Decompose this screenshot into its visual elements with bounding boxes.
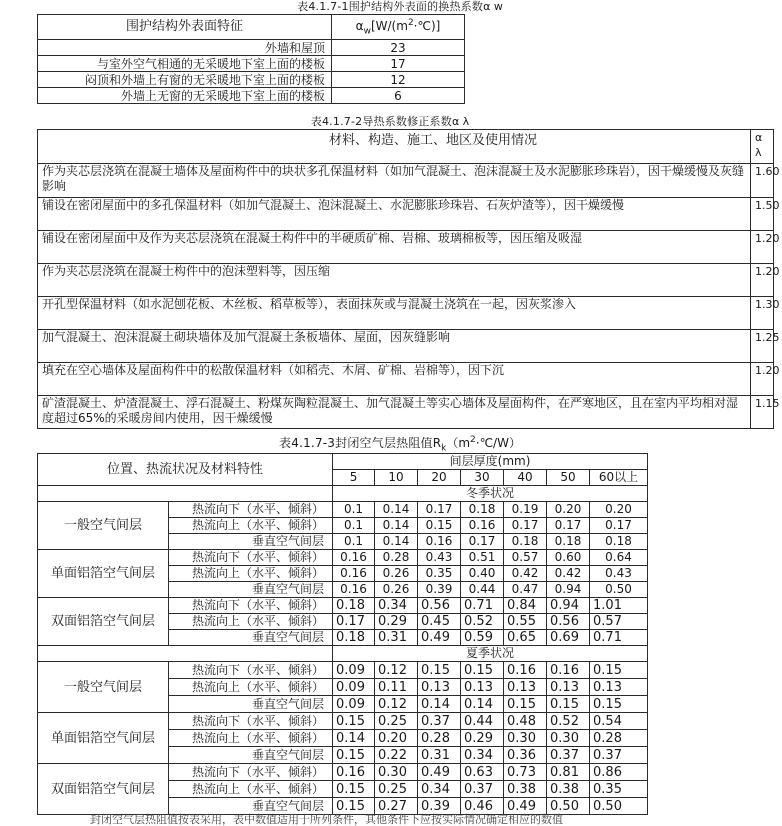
resistance-value: 0.15 xyxy=(418,662,461,679)
resistance-value: 0.13 xyxy=(461,679,504,696)
table1-header-coef xyxy=(332,15,465,40)
resistance-value: 0.46 xyxy=(461,798,504,815)
heat-flow-direction: 热流向下（水平、倾斜） xyxy=(169,598,333,614)
heat-flow-direction: 热流向上（水平、倾斜） xyxy=(169,679,333,696)
table3-header-thickness: 间层厚度(mm) xyxy=(333,454,648,470)
resistance-value: 0.86 xyxy=(590,764,648,781)
resistance-value: 0.17 xyxy=(461,534,504,550)
resistance-value: 0.13 xyxy=(504,679,547,696)
resistance-value: 0.17 xyxy=(590,518,648,534)
resistance-value: 0.38 xyxy=(504,781,547,798)
resistance-value: 0.44 xyxy=(461,582,504,598)
resistance-value: 0.15 xyxy=(333,747,375,764)
resistance-value: 0.13 xyxy=(547,679,590,696)
table1-header-coef-sub: w xyxy=(363,26,371,37)
resistance-value: 0.16 xyxy=(333,550,375,566)
resistance-value: 0.49 xyxy=(418,764,461,781)
resistance-value: 0.56 xyxy=(418,598,461,614)
resistance-value: 0.54 xyxy=(590,713,648,730)
resistance-value: 0.28 xyxy=(375,550,418,566)
season-row-blank xyxy=(38,646,333,662)
table2-header-row xyxy=(38,130,774,164)
resistance-value: 0.15 xyxy=(590,696,648,713)
table2-header-coef: α λ xyxy=(751,130,774,164)
group-label: 双面铝箔空气间层 xyxy=(38,598,169,646)
season-row xyxy=(38,646,648,662)
table1-header-coef-symbol: α xyxy=(355,18,364,33)
resistance-value: 0.15 xyxy=(418,518,461,534)
table2-header-desc: 材料、构造、施工、地区及使用情况 xyxy=(38,130,751,164)
table2-row-value: 1.25 xyxy=(751,330,774,363)
resistance-value: 0.65 xyxy=(504,630,547,646)
resistance-value: 0.47 xyxy=(504,582,547,598)
resistance-value: 0.39 xyxy=(418,582,461,598)
resistance-value: 0.37 xyxy=(547,747,590,764)
resistance-value: 0.42 xyxy=(504,566,547,582)
table1-row-value: 17 xyxy=(332,56,465,72)
group-label: 双面铝箔空气间层 xyxy=(38,764,169,815)
resistance-value: 0.59 xyxy=(461,630,504,646)
resistance-value: 0.15 xyxy=(333,798,375,815)
table-row xyxy=(38,72,465,88)
table2-row-value: 1.20 xyxy=(751,264,774,297)
resistance-value: 0.17 xyxy=(547,518,590,534)
resistance-value: 0.35 xyxy=(418,566,461,582)
table2-row-desc: 加气混凝土、泡沫混凝土砌块墙体及加气混凝土条板墙体、屋面，因灰缝影响 xyxy=(38,330,751,363)
resistance-value: 0.34 xyxy=(418,781,461,798)
resistance-value: 0.30 xyxy=(375,764,418,781)
resistance-value: 0.49 xyxy=(504,798,547,815)
resistance-value: 0.15 xyxy=(504,696,547,713)
table-row xyxy=(38,40,465,56)
season-label: 冬季状况 xyxy=(333,486,648,502)
thickness-20: 20 xyxy=(418,470,461,486)
resistance-value: 0.34 xyxy=(461,747,504,764)
resistance-value: 0.31 xyxy=(375,630,418,646)
table1-header-coef-sup: 2 xyxy=(407,17,414,28)
resistance-value: 0.39 xyxy=(418,798,461,815)
resistance-value: 0.15 xyxy=(333,781,375,798)
resistance-value: 0.55 xyxy=(504,614,547,630)
resistance-value: 0.18 xyxy=(461,502,504,518)
table3-air-layer-resistance xyxy=(37,453,648,815)
heat-flow-direction: 垂直空气间层 xyxy=(169,534,333,550)
resistance-value: 0.38 xyxy=(547,781,590,798)
resistance-value: 0.16 xyxy=(547,662,590,679)
thickness-10: 10 xyxy=(375,470,418,486)
resistance-value: 0.35 xyxy=(590,781,648,798)
table2-row-value: 1.30 xyxy=(751,297,774,330)
group-label: 单面铝箔空气间层 xyxy=(38,713,169,764)
heat-flow-direction: 热流向下（水平、倾斜） xyxy=(169,662,333,679)
table2-caption-text: 表4.1.7-2导热系数修正系数 xyxy=(310,115,452,128)
table1-header-row xyxy=(38,15,465,40)
resistance-value: 0.52 xyxy=(547,713,590,730)
heat-flow-direction: 垂直空气间层 xyxy=(169,696,333,713)
table2-row-value: 1.20 xyxy=(751,231,774,264)
season-row-blank xyxy=(38,486,333,502)
resistance-value: 0.1 xyxy=(333,518,375,534)
table1-row-label: 外墙上无窗的无采暖地下室上面的楼板 xyxy=(38,88,332,104)
table-row xyxy=(38,264,774,297)
resistance-value: 0.1 xyxy=(333,502,375,518)
resistance-value: 0.17 xyxy=(418,502,461,518)
table3-caption-sup: 2 xyxy=(470,435,476,445)
table1-row-label: 闷顶和外墙上有窗的无采暖地下室上面的楼板 xyxy=(38,72,332,88)
table3-caption-symbol: R xyxy=(432,436,442,450)
table2-row-desc: 铺设在密闭屋面中的多孔保温材料（如加气混凝土、泡沫混凝土、水泥膨胀珍珠岩、石灰炉渣等），因干燥缓慢 xyxy=(38,198,751,231)
table-row xyxy=(38,662,648,679)
resistance-value: 0.16 xyxy=(333,582,375,598)
resistance-value: 0.25 xyxy=(375,713,418,730)
table3-header-position: 位置、热流状况及材料特性 xyxy=(38,454,333,486)
resistance-value: 0.26 xyxy=(375,566,418,582)
table2-row-desc: 作为夹芯层浇筑在混凝土构件中的泡沫塑料等，因压缩 xyxy=(38,264,751,297)
resistance-value: 0.15 xyxy=(547,696,590,713)
table2-row-value: 1.50 xyxy=(751,198,774,231)
resistance-value: 0.48 xyxy=(504,713,547,730)
table1-header-feature: 围护结构外表面特征 xyxy=(38,15,332,40)
table-row xyxy=(38,297,774,330)
resistance-value: 0.16 xyxy=(461,518,504,534)
resistance-value: 0.94 xyxy=(547,598,590,614)
table2-caption-symbol: α λ xyxy=(451,115,470,128)
resistance-value: 0.50 xyxy=(590,798,648,815)
resistance-value: 0.14 xyxy=(333,730,375,747)
thickness-40: 40 xyxy=(504,470,547,486)
table-row xyxy=(38,88,465,104)
resistance-value: 0.44 xyxy=(461,713,504,730)
resistance-value: 0.20 xyxy=(375,730,418,747)
table1-exterior-heat-transfer xyxy=(37,14,465,104)
resistance-value: 0.09 xyxy=(333,662,375,679)
resistance-value: 0.37 xyxy=(461,781,504,798)
table1-caption-text: 表4.1.7-1围护结构外表面的换热系数 xyxy=(297,0,484,13)
table-row xyxy=(38,363,774,396)
resistance-value: 0.16 xyxy=(333,764,375,781)
resistance-value: 0.18 xyxy=(333,630,375,646)
heat-flow-direction: 热流向上（水平、倾斜） xyxy=(169,730,333,747)
resistance-value: 0.18 xyxy=(504,534,547,550)
heat-flow-direction: 热流向上（水平、倾斜） xyxy=(169,781,333,798)
table1-row-label: 外墙和屋顶 xyxy=(38,40,332,56)
resistance-value: 0.16 xyxy=(418,534,461,550)
resistance-value: 0.30 xyxy=(547,730,590,747)
resistance-value: 0.49 xyxy=(418,630,461,646)
heat-flow-direction: 热流向下（水平、倾斜） xyxy=(169,550,333,566)
table2-caption xyxy=(220,115,560,128)
resistance-value: 0.20 xyxy=(547,502,590,518)
resistance-value: 0.18 xyxy=(547,534,590,550)
resistance-value: 0.52 xyxy=(461,614,504,630)
table2-row-desc: 开孔型保温材料（如水泥刨花板、木丝板、稻草板等），表面抹灰或与混凝土浇筑在一起，因灰浆渗入 xyxy=(38,297,751,330)
resistance-value: 0.17 xyxy=(504,518,547,534)
resistance-value: 0.71 xyxy=(590,630,648,646)
resistance-value: 0.13 xyxy=(418,679,461,696)
table2-row-value: 1.15 xyxy=(751,396,774,429)
table1-row-value: 6 xyxy=(332,88,465,104)
resistance-value: 0.57 xyxy=(504,550,547,566)
table-row xyxy=(38,164,774,198)
resistance-value: 0.60 xyxy=(547,550,590,566)
group-label: 一般空气间层 xyxy=(38,502,169,550)
heat-flow-direction: 热流向下（水平、倾斜） xyxy=(169,764,333,781)
resistance-value: 0.40 xyxy=(461,566,504,582)
resistance-value: 0.29 xyxy=(461,730,504,747)
heat-flow-direction: 垂直空气间层 xyxy=(169,747,333,764)
table-row xyxy=(38,56,465,72)
resistance-value: 0.12 xyxy=(375,662,418,679)
resistance-value: 0.13 xyxy=(590,679,648,696)
resistance-value: 0.28 xyxy=(418,730,461,747)
table-row xyxy=(38,713,648,730)
resistance-value: 0.73 xyxy=(504,764,547,781)
table3-body xyxy=(38,454,648,815)
resistance-value: 0.18 xyxy=(590,534,648,550)
table3-caption-sub: k xyxy=(441,443,447,454)
table2-conductivity-correction xyxy=(37,129,780,429)
table3-caption-text: 表4.1.7-3封闭空气层热阻值 xyxy=(279,436,433,450)
resistance-value: 0.50 xyxy=(590,582,648,598)
heat-flow-direction: 垂直空气间层 xyxy=(169,630,333,646)
resistance-value: 0.43 xyxy=(418,550,461,566)
table-row xyxy=(38,396,774,429)
resistance-value: 1.01 xyxy=(590,598,648,614)
table3-caption-unit: （m xyxy=(446,436,471,450)
table1-row-value: 12 xyxy=(332,72,465,88)
group-label: 单面铝箔空气间层 xyxy=(38,550,169,598)
resistance-value: 0.26 xyxy=(375,582,418,598)
season-row xyxy=(38,486,648,502)
heat-flow-direction: 热流向下（水平、倾斜） xyxy=(169,713,333,730)
resistance-value: 0.22 xyxy=(375,747,418,764)
resistance-value: 0.16 xyxy=(504,662,547,679)
resistance-value: 0.84 xyxy=(504,598,547,614)
resistance-value: 0.15 xyxy=(590,662,648,679)
resistance-value: 0.57 xyxy=(590,614,648,630)
table-row xyxy=(38,550,648,566)
table2-row-value: 1.20 xyxy=(751,363,774,396)
resistance-value: 0.81 xyxy=(547,764,590,781)
table2-row-desc: 填充在空心墙体及屋面构件中的松散保温材料（如稻壳、木屑、矿棉、岩棉等），因下沉 xyxy=(38,363,751,396)
table2-row-value: 1.60 xyxy=(751,164,774,198)
table-row xyxy=(38,330,774,363)
heat-flow-direction: 热流向下（水平、倾斜） xyxy=(169,502,333,518)
resistance-value: 0.34 xyxy=(375,598,418,614)
resistance-value: 0.51 xyxy=(461,550,504,566)
table2-row-desc: 作为夹芯层浇筑在混凝土墙体及屋面构件中的块状多孔保温材料（如加气混凝土、泡沫混凝土及水泥膨胀珍珠岩），因干燥缓慢及灰缝影响 xyxy=(38,164,751,198)
resistance-value: 0.19 xyxy=(504,502,547,518)
resistance-value: 0.69 xyxy=(547,630,590,646)
resistance-value: 0.15 xyxy=(461,662,504,679)
thickness-50: 50 xyxy=(547,470,590,486)
table1-header-coef-unit-tail: ·℃)] xyxy=(413,18,441,33)
resistance-value: 0.42 xyxy=(547,566,590,582)
resistance-value: 0.37 xyxy=(418,713,461,730)
resistance-value: 0.94 xyxy=(547,582,590,598)
heat-flow-direction: 热流向上（水平、倾斜） xyxy=(169,566,333,582)
table-row xyxy=(38,598,648,614)
table-row xyxy=(38,198,774,231)
resistance-value: 0.27 xyxy=(375,798,418,815)
resistance-value: 0.14 xyxy=(375,502,418,518)
resistance-value: 0.14 xyxy=(461,696,504,713)
resistance-value: 0.20 xyxy=(590,502,648,518)
resistance-value: 0.36 xyxy=(504,747,547,764)
season-label: 夏季状况 xyxy=(333,646,648,662)
resistance-value: 0.14 xyxy=(418,696,461,713)
resistance-value: 0.14 xyxy=(375,534,418,550)
resistance-value: 0.71 xyxy=(461,598,504,614)
table1-row-value: 23 xyxy=(332,40,465,56)
table2-row-desc: 铺设在密闭屋面中及作为夹芯层浇筑在混凝土构件中的半硬质矿棉、岩棉、玻璃棉板等，因压缩及吸湿 xyxy=(38,231,751,264)
resistance-value: 0.14 xyxy=(375,518,418,534)
resistance-value: 0.50 xyxy=(547,798,590,815)
thickness-30: 30 xyxy=(461,470,504,486)
resistance-value: 0.64 xyxy=(590,550,648,566)
table3-caption-unit-tail: ·℃/W） xyxy=(475,436,521,450)
heat-flow-direction: 垂直空气间层 xyxy=(169,582,333,598)
table-row xyxy=(38,231,774,264)
resistance-value: 0.09 xyxy=(333,679,375,696)
resistance-value: 0.16 xyxy=(333,566,375,582)
resistance-value: 0.1 xyxy=(333,534,375,550)
group-label: 一般空气间层 xyxy=(38,662,169,713)
resistance-value: 0.29 xyxy=(375,614,418,630)
resistance-value: 0.18 xyxy=(333,598,375,614)
table1-row-label: 与室外空气相通的无采暖地下室上面的楼板 xyxy=(38,56,332,72)
table-row xyxy=(38,502,648,518)
resistance-value: 0.56 xyxy=(547,614,590,630)
resistance-value: 0.43 xyxy=(590,566,648,582)
resistance-value: 0.31 xyxy=(418,747,461,764)
heat-flow-direction: 热流向上（水平、倾斜） xyxy=(169,518,333,534)
heat-flow-direction: 热流向上（水平、倾斜） xyxy=(169,614,333,630)
resistance-value: 0.15 xyxy=(333,713,375,730)
table1-header-coef-unit: [W/(m xyxy=(370,18,408,33)
resistance-value: 0.09 xyxy=(333,696,375,713)
resistance-value: 0.25 xyxy=(375,781,418,798)
resistance-value: 0.45 xyxy=(418,614,461,630)
resistance-value: 0.28 xyxy=(590,730,648,747)
table3-header-row xyxy=(38,454,648,470)
resistance-value: 0.37 xyxy=(590,747,648,764)
footnote-fragment: 封闭空气层热阻值按表采用，表中数值适用于所列条件，其他条件下应按实际情况确定相应的数值 xyxy=(90,813,563,826)
table1-caption xyxy=(240,0,560,13)
table2-row-desc: 矿渣混凝土、炉渣混凝土、浮石混凝土、粉煤灰陶粒混凝土、加气混凝土等实心墙体及屋面构件，在严寒地区，且在室内平均相对湿度超过65%的采暖房间内使用，因干燥缓慢 xyxy=(38,396,751,429)
thickness-60-plus: 60以上 xyxy=(590,470,648,486)
resistance-value: 0.63 xyxy=(461,764,504,781)
table-row xyxy=(38,764,648,781)
heat-flow-direction: 垂直空气间层 xyxy=(169,798,333,815)
table1-caption-symbol: α w xyxy=(483,0,503,13)
resistance-value: 0.12 xyxy=(375,696,418,713)
resistance-value: 0.11 xyxy=(375,679,418,696)
resistance-value: 0.17 xyxy=(333,614,375,630)
thickness-5: 5 xyxy=(333,470,375,486)
resistance-value: 0.30 xyxy=(504,730,547,747)
